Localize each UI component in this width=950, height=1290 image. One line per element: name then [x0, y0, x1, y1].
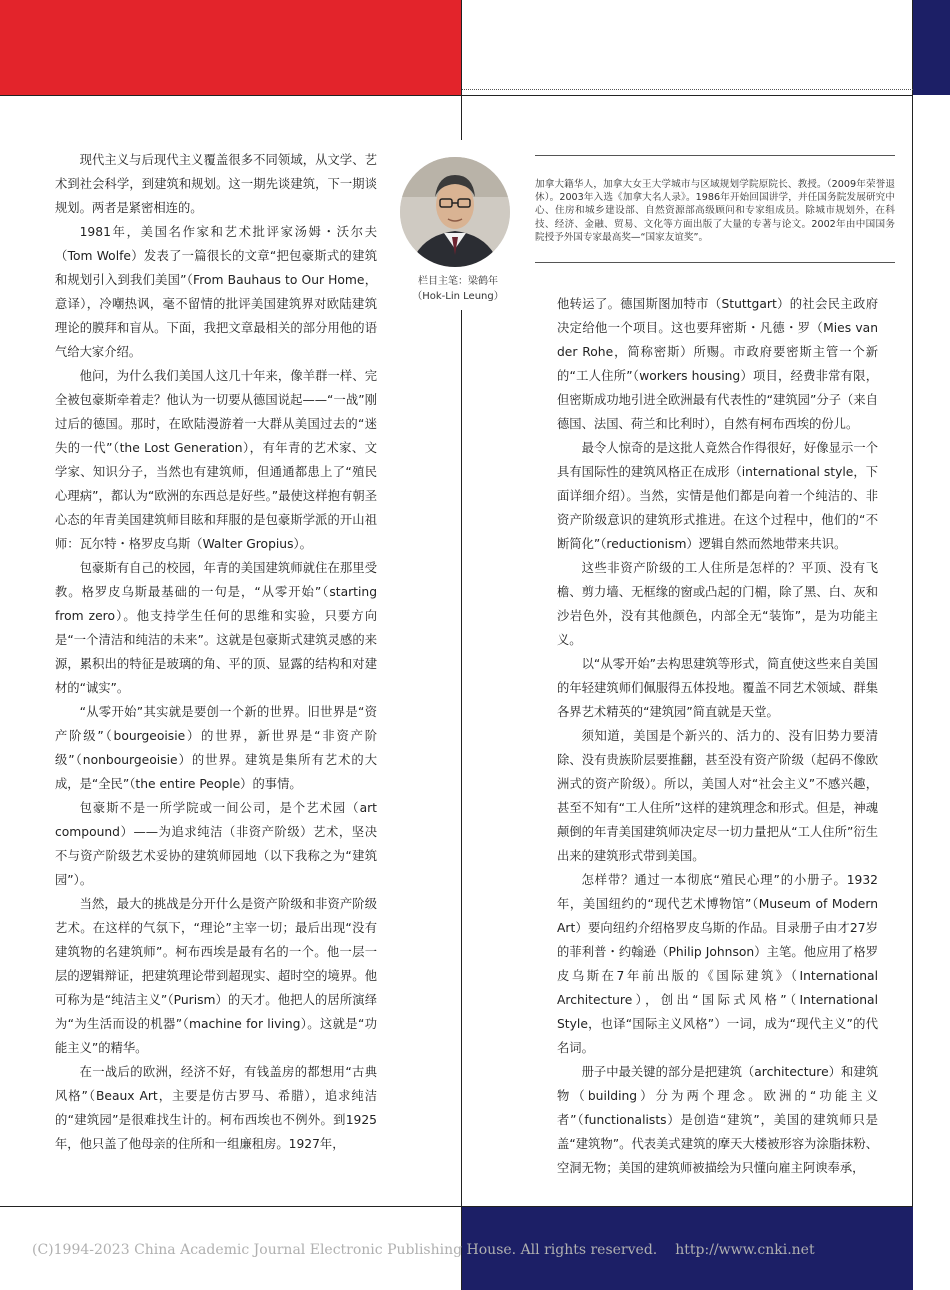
author-caption: [398, 274, 518, 304]
paragraph: 1981年，美国名作家和艺术批评家汤姆・沃尔夫（Tom Wolfe）发表了一篇很长的文章“把包豪斯式的建筑和规划引入到我们美国”（From Bauhaus to Our Home，意译），冷嘲热讽，毫不留情的批评美国建筑界对欧陆建筑理论的膜拜和盲从。下面，我把文章最相关的部分用他的语气给大家介绍。: [55, 225, 377, 359]
center-divider: [461, 310, 462, 1290]
navy-header-block: [913, 0, 950, 95]
right-divider: [912, 0, 913, 1207]
paragraph: 包豪斯不是一所学院或一间公司，是个艺术园（art compound）——为追求纯洁（非资产阶级）艺术，坚决不与资产阶级艺术妥协的建筑师园地（以下我称之为“建筑园”）。: [55, 801, 377, 887]
author-label: 栏目主笔：梁鹤年: [418, 276, 498, 287]
bottom-rule: [0, 1206, 913, 1207]
dotted-rule: [462, 89, 913, 90]
paragraph: 怎样带？通过一本彻底“殖民心理”的小册子。1932年，美国纽约的“现代艺术博物馆”（Museum of Modern Art）要向纽约介绍格罗皮乌斯的作品。目录册子由才27岁的菲利普・约翰逊（Philip Johnson）主笔。他应用了格罗皮乌斯在7年前出版的《国际建筑》（International Architecture），创出“国际式风格”（International Style，也译“国际主义风格”）一词，成为“现代主义”的代名词。: [557, 873, 878, 1055]
paragraph: 册子中最关键的部分是把建筑（architecture）和建筑物（building）分为两个理念。欧洲的“功能主义者”（functionalists）是创造“建筑”，美国的建筑师只是盖“建筑物”。代表美式建筑的摩天大楼被形容为涂脂抹粉、空洞无物；美国的建筑师被描绘为只懂向雇主阿谀奉承，: [557, 1065, 878, 1175]
author-portrait: [400, 157, 510, 267]
paragraph: 在一战后的欧洲，经济不好，有钱盖房的都想用“古典风格”（Beaux Art，主要是仿古罗马、希腊），追求纯洁的“建筑园”是很难找生计的。柯布西埃也不例外。到1925年，他只盖了他母亲的住所和一组廉租房。1927年，: [55, 1065, 377, 1151]
red-header-block: [0, 0, 462, 95]
paragraph: 包豪斯有自己的校园，年青的美国建筑师就住在那里受教。格罗皮乌斯最基础的一句是，“从零开始”（starting from zero）。他支持学生任何的思维和实验，只要方向是“一个清洁和纯洁的未来”。这就是包豪斯式建筑灵感的来源，累积出的特征是玻璃的角、平的顶、显露的结构和对建材的“诚实”。: [55, 561, 377, 695]
paragraph: 最令人惊奇的是这批人竟然合作得很好，好像显示一个具有国际性的建筑风格正在成形（international style，下面详细介绍）。当然，实情是他们都是向着一个纯洁的、非资产阶级意识的建筑形式推进。在这个过程中，他们的“不断简化”（reductionism）逻辑自然而然地带来共识。: [557, 441, 878, 551]
copyright-text: (C)1994-2023 China Academic Journal Electronic Publishing House. All rights reserved.: [32, 1242, 658, 1258]
cnki-url: http://www.cnki.net: [675, 1242, 815, 1258]
paragraph: 以“从零开始”去构思建筑等形式，简直使这些来自美国的年轻建筑师们佩服得五体投地。覆盖不同艺术领域、群集各界艺术精英的“建筑园”简直就是天堂。: [557, 657, 878, 719]
paragraph: 现代主义与后现代主义覆盖很多不同领域，从文学、艺术到社会科学，到建筑和规划。这一期先谈建筑，下一期谈规划。两者是紧密相连的。: [55, 153, 377, 215]
center-divider-top: [461, 0, 462, 140]
paragraph: 这些非资产阶级的工人住所是怎样的？平顶、没有飞檐、剪力墙、无框缘的窗或凸起的门楣，除了黑、白、灰和沙岩色外，没有其他颜色，内部全无“装饰”，是为功能主义。: [557, 561, 878, 647]
paragraph: 他转运了。德国斯图加特市（Stuttgart）的社会民主政府决定给他一个项目。这也要拜密斯・凡德・罗（Mies van der Rohe，简称密斯）所赐。市政府要密斯主管一个新的“工人住所”（workers housing）项目，经费非常有限，但密斯成功地引进全欧洲最有代表性的“建筑园”分子（来自德国、法国、荷兰和比利时），自然有柯布西埃的份儿。: [557, 297, 878, 431]
paragraph: 他问，为什么我们美国人这几十年来，像羊群一样、完全被包豪斯牵着走？他认为一切要从德国说起——“一战”刚过后的德国。那时，在欧陆漫游着一大群从美国过去的“迷失的一代”（the Lost Generation），有年青的艺术家、文学家、知识分子，当然也有建筑师，但通通都患上了“殖民心理病”，都认为“欧洲的东西总是好些。”最使这样抱有朝圣心态的年青美国建筑师目眩和拜服的是包豪斯学派的开山祖师：瓦尔特・格罗皮乌斯（Walter Gropius）。: [55, 369, 377, 551]
paragraph: 当然，最大的挑战是分开什么是资产阶级和非资产阶级艺术。在这样的气氛下，“理论”主宰一切；最后出现“没有建筑物的名建筑师”。柯布西埃是最有名的一个。他一层一层的逻辑辩证，把建筑理论带到超现实、超时空的境界。他可称为是“纯洁主义”（Purism）的天才。他把人的居所演绎为“为生活而设的机器”（machine for living）。这就是“功能主义”的精华。: [55, 897, 377, 1055]
top-rule: [0, 95, 913, 96]
author-bio: 加拿大籍华人，加拿大女王大学城市与区域规划学院原院长、教授。（2009年荣誉退休）。2003年入选《加拿大名人录》。1986年开始回国讲学，并任国务院发展研究中心、住房和城乡建设部、自然资源部高级顾问和专家组成员。除城市规划外，在科技、经济、金融、贸易、文化等方面出版了大量的专著与论文。2002年由中国国务院授予外国专家最高奖—“国家友谊奖”。: [535, 179, 895, 243]
author-name-en: （Hok-Lin Leung）: [412, 291, 504, 302]
paragraph: “从零开始”其实就是要创一个新的世界。旧世界是“资产阶级”（bourgeoisie）的世界，新世界是“非资产阶级”（nonbourgeoisie）的世界。建筑是集所有艺术的大成，是“全民”（the entire People）的事情。: [55, 705, 377, 791]
copyright-footer: [32, 1242, 815, 1258]
paragraph: 须知道，美国是个新兴的、活力的、没有旧势力要清除、没有贵族阶层要推翻，甚至没有资产阶级（起码不像欧洲式的资产阶级）。所以，美国人对“社会主义”不感兴趣，甚至不知有“工人住所”这样的建筑理念和形式。但是，神魂颠倒的年青美国建筑师决定尽一切力量把从“工人住所”衍生出来的建筑形式带到美国。: [557, 729, 878, 863]
right-column: [557, 292, 878, 1180]
bio-top-rule: [535, 155, 895, 156]
left-column: [55, 148, 377, 1156]
bio-bottom-rule: [535, 262, 895, 263]
